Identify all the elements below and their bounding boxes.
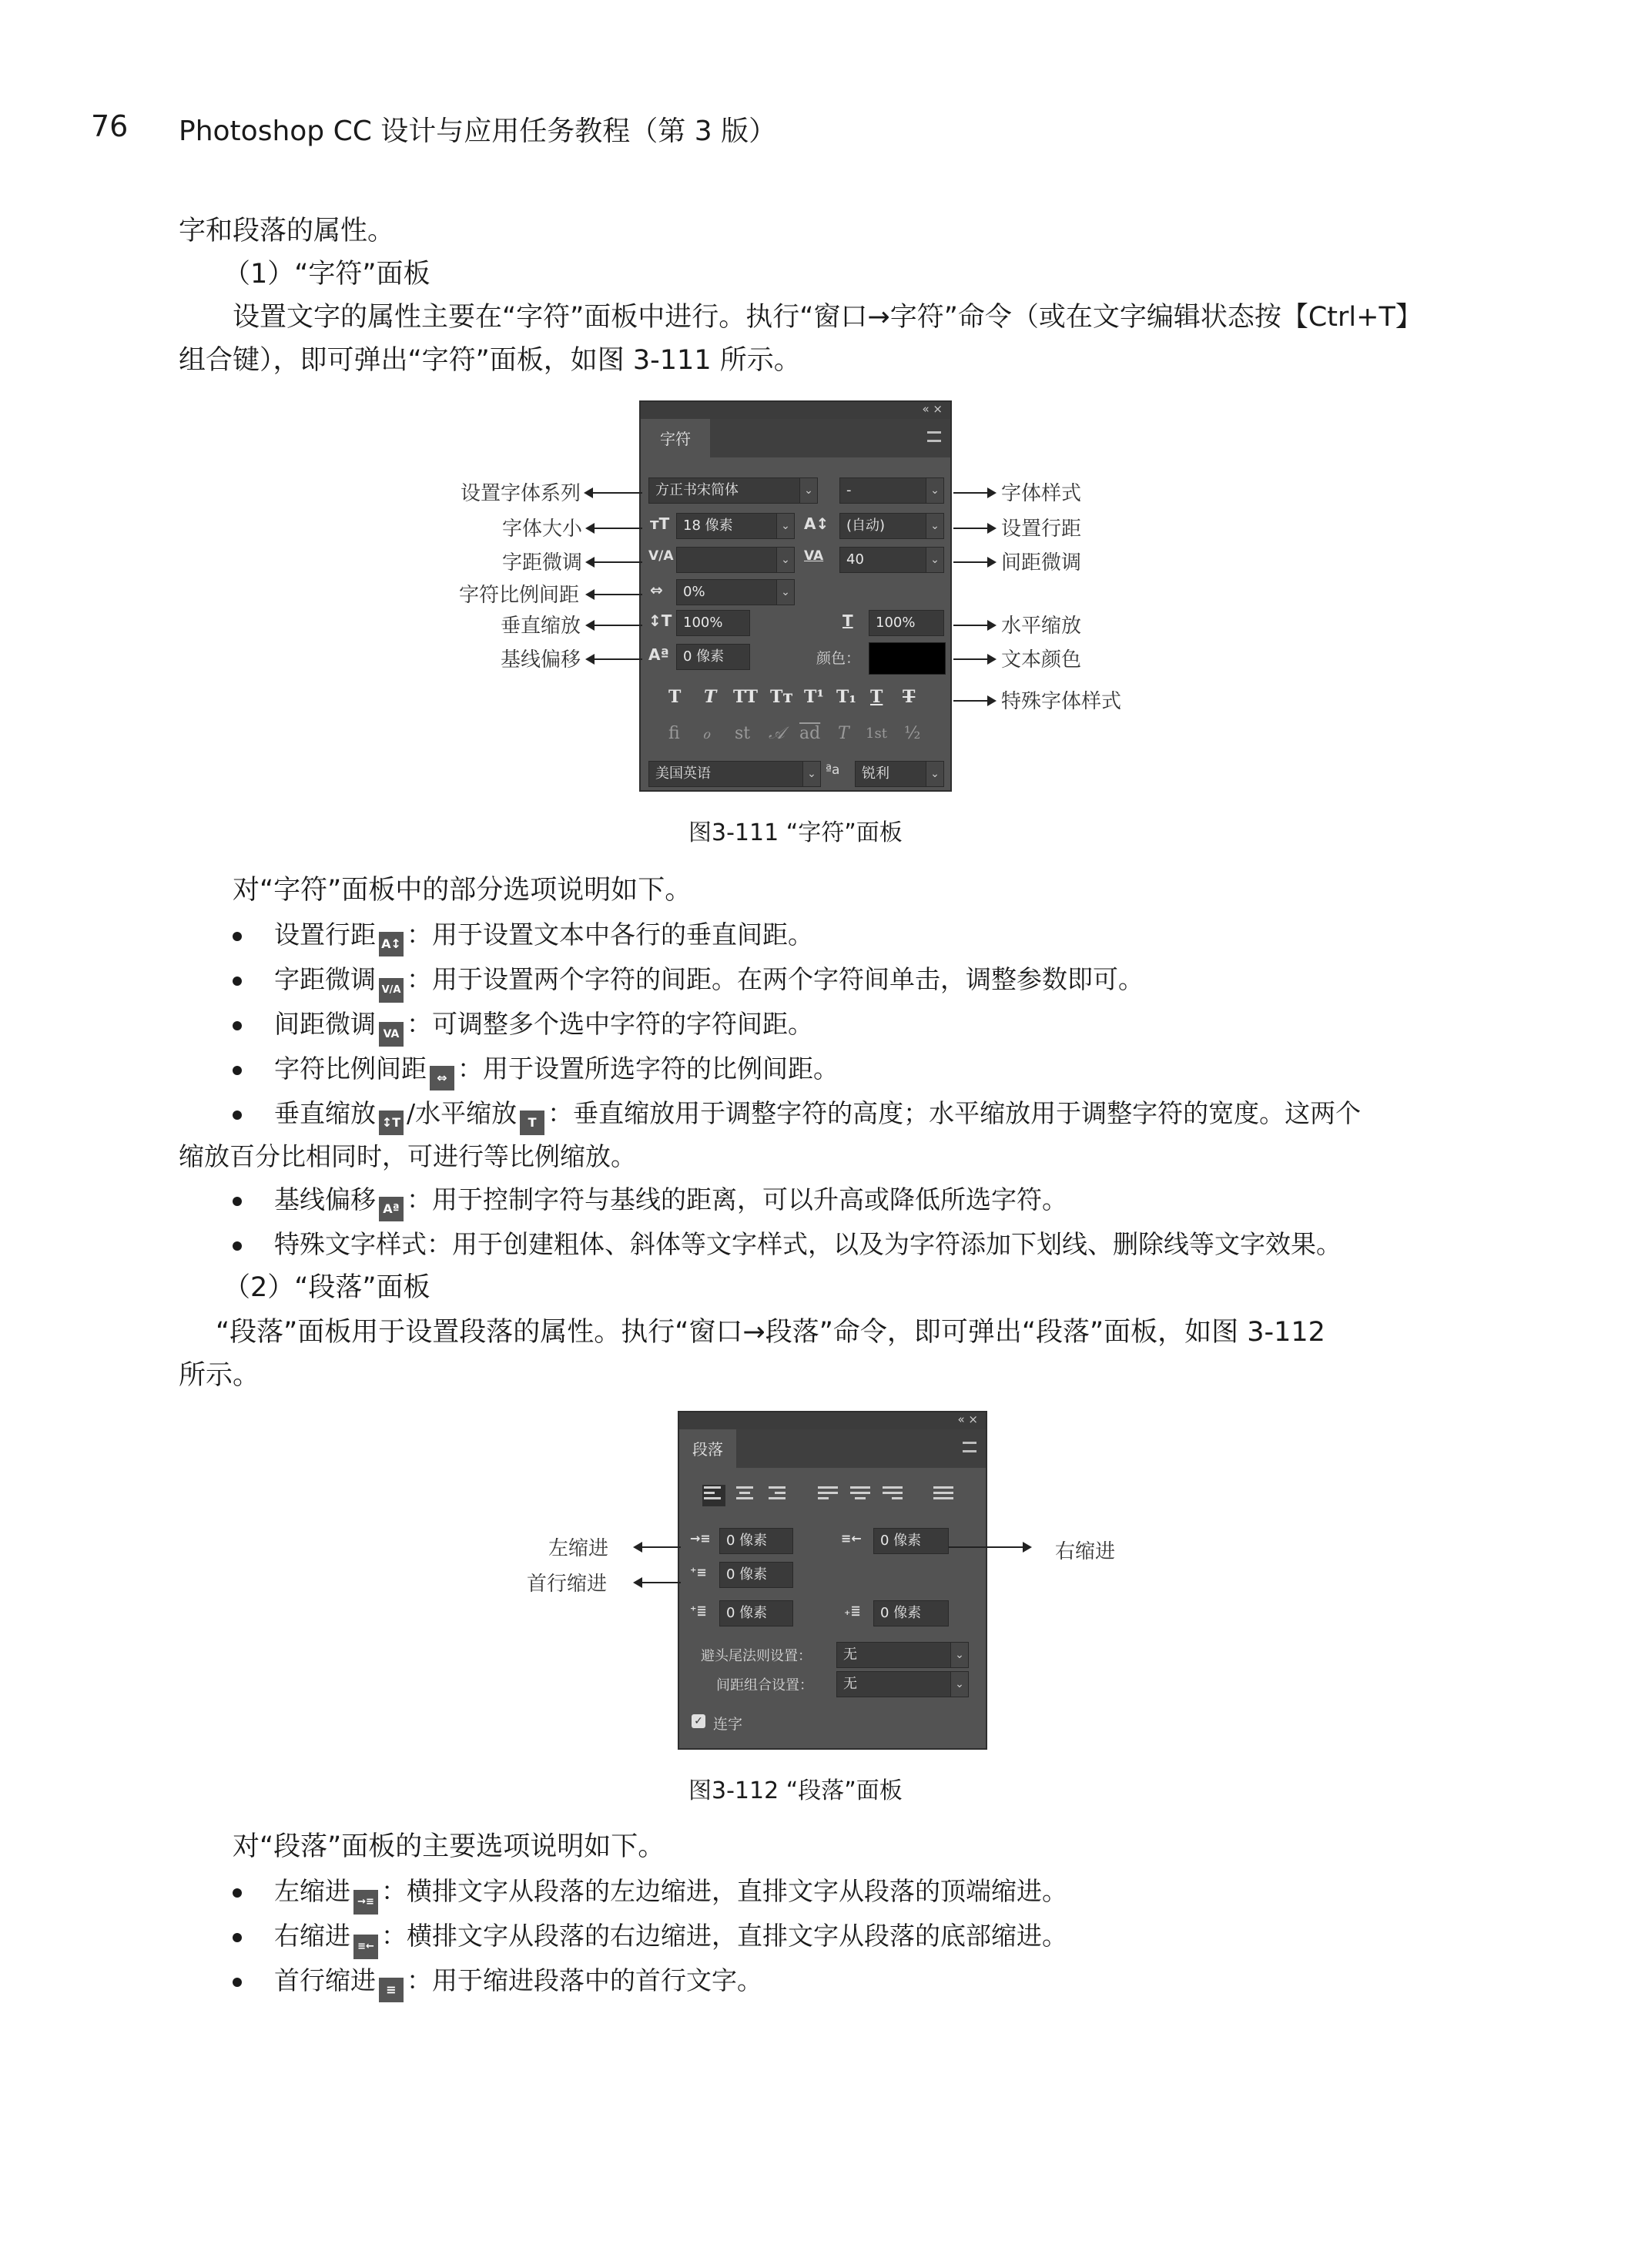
arrow-font-style	[953, 492, 995, 494]
space-before-icon: ⁺≣	[690, 1603, 707, 1618]
item-text: ：垂直缩放用于调整字符的高度；水平缩放用于调整字符的宽度。这两个	[548, 1098, 1362, 1128]
anti-alias-value: 锐利	[862, 765, 889, 782]
item-term: 设置行距	[274, 920, 376, 950]
item-term: 垂直缩放	[274, 1098, 376, 1128]
list-item	[274, 1047, 839, 1090]
annotation-font-style: 字体样式	[1001, 482, 1082, 505]
kerning-field[interactable]	[676, 547, 795, 573]
item-text: ：横排文字从段落的右边缩进，直排文字从段落的底部缩进。	[381, 1921, 1067, 1951]
arrow-font-family	[585, 492, 642, 494]
language-value: 美国英语	[655, 765, 711, 782]
color-label: 颜色：	[816, 650, 861, 667]
font-style-value: -	[846, 482, 852, 498]
para2-line1: “段落”面板用于设置段落的属性。执行“窗口→段落”命令，即可弹出“段落”面板，如图 3-112	[216, 1317, 1325, 1348]
bullet	[233, 1888, 242, 1898]
all-caps-button[interactable]: TT	[733, 687, 758, 707]
panel-topbar	[641, 402, 950, 419]
annotation-tsume: 字符比例间距	[459, 584, 580, 607]
subscript-button[interactable]: T₁	[836, 687, 857, 707]
leading-field[interactable]	[839, 513, 944, 539]
item-text: ：用于设置文本中各行的垂直间距。	[407, 920, 813, 950]
language-select[interactable]	[648, 761, 821, 787]
font-size-value: 18 像素	[683, 518, 733, 534]
kinsoku-select[interactable]	[836, 1642, 969, 1668]
hyphenate-label: 连字	[713, 1716, 743, 1733]
small-caps-button[interactable]: Tт	[770, 687, 794, 707]
align-right-icon[interactable]	[769, 1486, 789, 1505]
baseline-shift-value: 0 像素	[683, 648, 725, 665]
arrow-horizontal-scale	[953, 625, 995, 626]
para1-line1: 设置文字的属性主要在“字符”面板中进行。执行“窗口→字符”命令（或在文字编辑状态按【Ctrl+T】	[233, 302, 1422, 333]
item-term: /水平缩放	[407, 1098, 518, 1128]
annotation-font-family: 设置字体系列	[461, 482, 581, 505]
tsume-icon: ⇔	[650, 581, 663, 599]
list-item	[274, 1092, 1361, 1135]
tsume-field[interactable]	[676, 579, 795, 605]
figure-caption-3-112: 图3-112 “段落”面板	[688, 1777, 903, 1804]
annotation-baseline-shift: 基线偏移	[501, 648, 581, 672]
chevron-down-icon: ⌄	[926, 548, 943, 572]
vertical-scale-icon: ↕T	[648, 611, 672, 630]
align-center-icon[interactable]	[736, 1486, 756, 1505]
list-item	[274, 1915, 1067, 1959]
figure-caption-3-111: 图3-111 “字符”面板	[688, 819, 903, 846]
kinsoku-value: 无	[843, 1647, 857, 1663]
arrow-kerning	[587, 561, 642, 563]
item-term: 首行缩进	[274, 1965, 376, 1995]
chevron-down-icon: ⌄	[950, 1643, 968, 1667]
panel-controls[interactable]: « ×	[922, 402, 943, 416]
stylistic-alternates-button[interactable]: $\overline{ad}$	[799, 724, 821, 743]
annotation-text-color: 文本颜色	[1001, 648, 1082, 672]
panel-topbar	[679, 1412, 986, 1429]
horizontal-scale-icon: T	[520, 1111, 544, 1135]
bullet	[233, 1066, 242, 1075]
annotation-kerning: 字距微调	[502, 551, 583, 575]
item-text: ：可调整多个选中字符的字符间距。	[407, 1009, 813, 1039]
list-item	[274, 1959, 762, 2002]
bullet	[233, 932, 242, 941]
right-indent-value: 0 像素	[880, 1533, 922, 1549]
item-text: ：用于设置两个字符的间距。在两个字符间单击，调整参数即可。	[407, 964, 1144, 994]
arrow-leading	[953, 528, 995, 529]
panel-menu-icon[interactable]	[927, 431, 941, 442]
arrow-first-indent	[635, 1582, 681, 1583]
annotation-font-size: 字体大小	[502, 518, 583, 541]
right-indent-icon: ≡←	[353, 1935, 378, 1959]
first-line-indent-icon: ≡	[379, 1978, 404, 2002]
horizontal-scale-icon: T	[842, 611, 853, 630]
align-left-icon[interactable]	[702, 1485, 725, 1506]
left-indent-icon: →≡	[690, 1531, 711, 1546]
font-style-select[interactable]	[839, 477, 944, 504]
list-item	[274, 1870, 1067, 1915]
tsume-value: 0%	[683, 584, 705, 600]
item-term: 右缩进	[274, 1921, 350, 1951]
arrow-text-color	[953, 658, 995, 660]
underline-button[interactable]: T	[870, 687, 883, 707]
leading-icon: A↕	[804, 514, 829, 533]
item-term: 字符比例间距	[274, 1054, 427, 1084]
space-before-field[interactable]	[719, 1600, 793, 1626]
space-after-value: 0 像素	[880, 1605, 922, 1621]
item-text: ：用于控制字符与基线的距离，可以升高或降低所选字符。	[407, 1184, 1067, 1214]
first-line-indent-field[interactable]	[719, 1562, 793, 1588]
titling-alternates-button[interactable]: T	[838, 724, 849, 743]
arrow-tracking	[953, 561, 995, 563]
vertical-scale-value: 100%	[683, 615, 723, 631]
arrow-tsume	[587, 594, 642, 595]
item-text: ：横排文字从段落的左边缩进，直排文字从段落的顶端缩进。	[381, 1876, 1067, 1906]
list-item	[274, 958, 1144, 1003]
anti-alias-icon: ªa	[826, 762, 840, 778]
tracking-value: 40	[846, 551, 864, 568]
list1-intro: 对“字符”面板中的部分选项说明如下。	[233, 875, 692, 906]
arrow-vertical-scale	[587, 625, 642, 626]
annotation-right-indent: 右缩进	[1055, 1540, 1116, 1563]
chevron-down-icon: ⌄	[926, 478, 943, 503]
horizontal-scale-field[interactable]	[869, 610, 944, 636]
tab-character[interactable]: 字符	[641, 419, 710, 459]
para1-line2: 组合键），即可弹出“字符”面板，如图 3-111 所示。	[179, 345, 801, 376]
mojikumi-select[interactable]	[836, 1671, 969, 1697]
arrow-right-indent	[949, 1546, 1030, 1548]
item-term: 基线偏移	[274, 1184, 376, 1214]
section1-title: （1）“字符”面板	[223, 259, 430, 290]
page-number: 76	[91, 109, 129, 143]
chevron-down-icon: ⌄	[776, 580, 794, 605]
book-title: Photoshop CC 设计与应用任务教程（第 3 版）	[179, 116, 777, 147]
section2-title: （2）“段落”面板	[223, 1272, 430, 1303]
tracking-icon: VA	[804, 548, 824, 564]
bullet	[233, 1241, 242, 1251]
bullet	[233, 1111, 242, 1120]
para2-line2: 所示。	[179, 1360, 260, 1391]
anti-alias-select[interactable]	[855, 761, 944, 787]
font-family-select[interactable]	[648, 477, 818, 504]
superscript-button[interactable]: T¹	[804, 687, 825, 707]
chevron-down-icon: ⌄	[802, 762, 820, 786]
baseline-shift-icon: Aª	[648, 645, 669, 664]
right-indent-icon: ≡←	[841, 1531, 862, 1546]
first-line-indent-value: 0 像素	[726, 1566, 768, 1583]
list-item-continuation: 缩放百分比相同时，可进行等比例缩放。	[179, 1141, 636, 1171]
list-item: 特殊文字样式：用于创建粗体、斜体等文字样式，以及为字符添加下划线、删除线等文字效果。	[274, 1229, 1342, 1259]
space-before-value: 0 像素	[726, 1605, 768, 1621]
bullet	[233, 1933, 242, 1942]
justify-last-center-icon[interactable]	[850, 1486, 870, 1505]
chevron-down-icon: ⌄	[799, 478, 817, 503]
mojikumi-label: 间距组合设置：	[716, 1677, 813, 1693]
arrow-special-styles	[953, 700, 995, 702]
item-text: ：用于缩进段落中的首行文字。	[407, 1965, 762, 1995]
vertical-scale-icon: ↕T	[379, 1111, 404, 1135]
ligature-button[interactable]: ﬁ	[668, 724, 680, 743]
leading-value: (自动)	[846, 518, 886, 534]
justify-all-icon[interactable]	[933, 1486, 953, 1505]
chevron-down-icon: ⌄	[926, 762, 943, 786]
list-item	[274, 1003, 813, 1047]
tsume-icon: ⇔	[430, 1066, 454, 1090]
panel-menu-icon[interactable]	[963, 1442, 976, 1452]
first-line-indent-icon: ⁺≡	[690, 1565, 707, 1580]
character-panel	[639, 400, 952, 792]
font-size-icon: тT	[650, 514, 670, 533]
hyphenate-checkbox[interactable]: ✓	[692, 1714, 705, 1728]
chevron-down-icon: ⌄	[926, 514, 943, 538]
discretionary-ligature-button[interactable]: st	[735, 724, 751, 743]
ordinals-button[interactable]: 1st	[866, 725, 887, 742]
leading-icon: A↕	[379, 932, 404, 956]
tracking-icon: VA	[379, 1022, 404, 1047]
baseline-shift-field[interactable]	[676, 644, 750, 670]
intro-line: 字和段落的属性。	[179, 216, 395, 246]
annotation-leading: 设置行距	[1001, 518, 1082, 541]
chevron-down-icon: ⌄	[776, 514, 794, 538]
left-indent-icon: →≡	[353, 1890, 378, 1915]
faux-bold-button[interactable]: T	[668, 687, 682, 707]
space-after-icon: ₊≣	[844, 1603, 861, 1618]
swash-button[interactable]: 𝒜	[769, 724, 785, 743]
mojikumi-value: 无	[843, 1676, 857, 1692]
strikethrough-button[interactable]: T	[903, 687, 916, 707]
font-family-value: 方正书宋简体	[655, 482, 739, 498]
bullet	[233, 1197, 242, 1206]
item-term: 左缩进	[274, 1876, 350, 1906]
fractions-button[interactable]: ½	[904, 724, 921, 743]
tracking-field[interactable]	[839, 547, 944, 573]
bullet	[233, 1978, 242, 1987]
bullet	[233, 977, 242, 986]
right-indent-field[interactable]	[873, 1528, 949, 1554]
space-after-field[interactable]	[873, 1600, 949, 1626]
annotation-horizontal-scale: 水平缩放	[1001, 615, 1082, 638]
chevron-down-icon: ⌄	[776, 548, 794, 572]
annotation-first-indent: 首行缩进	[527, 1573, 608, 1596]
paragraph-panel	[678, 1411, 987, 1750]
panel-tabrow	[641, 419, 950, 457]
arrow-left-indent	[635, 1546, 681, 1548]
horizontal-scale-value: 100%	[876, 615, 916, 631]
tab-paragraph[interactable]: 段落	[679, 1429, 736, 1469]
left-indent-field[interactable]	[719, 1528, 793, 1554]
annotation-vertical-scale: 垂直缩放	[501, 615, 581, 638]
panel-tabrow	[679, 1429, 986, 1468]
justify-last-right-icon[interactable]	[883, 1486, 903, 1505]
kerning-icon: V/A	[379, 978, 404, 1003]
list-item	[274, 913, 813, 956]
old-style-button[interactable]: ℴ	[702, 724, 711, 743]
baseline-shift-icon: Aª	[379, 1197, 404, 1221]
list2-intro: 对“段落”面板的主要选项说明如下。	[233, 1831, 665, 1862]
list-item	[274, 1178, 1067, 1221]
kerning-icon: V/A	[648, 548, 674, 564]
annotation-left-indent: 左缩进	[548, 1537, 609, 1560]
left-indent-value: 0 像素	[726, 1533, 768, 1549]
annotation-special-styles: 特殊字体样式	[1001, 690, 1122, 713]
bullet	[233, 1021, 242, 1030]
text-color-swatch[interactable]	[869, 642, 946, 675]
chevron-down-icon: ⌄	[950, 1672, 968, 1697]
arrow-baseline-shift	[587, 658, 642, 660]
font-size-field[interactable]	[676, 513, 795, 539]
justify-last-left-icon[interactable]	[818, 1486, 838, 1505]
kinsoku-label: 避头尾法则设置：	[701, 1648, 812, 1664]
vertical-scale-field[interactable]	[676, 610, 750, 636]
arrow-font-size	[587, 528, 642, 529]
item-text: ：用于设置所选字符的比例间距。	[457, 1054, 839, 1084]
panel-controls[interactable]: « ×	[957, 1412, 978, 1426]
faux-italic-button[interactable]: T	[704, 687, 717, 707]
item-term: 间距微调	[274, 1009, 376, 1039]
annotation-tracking: 间距微调	[1001, 551, 1082, 575]
item-term: 字距微调	[274, 964, 376, 994]
